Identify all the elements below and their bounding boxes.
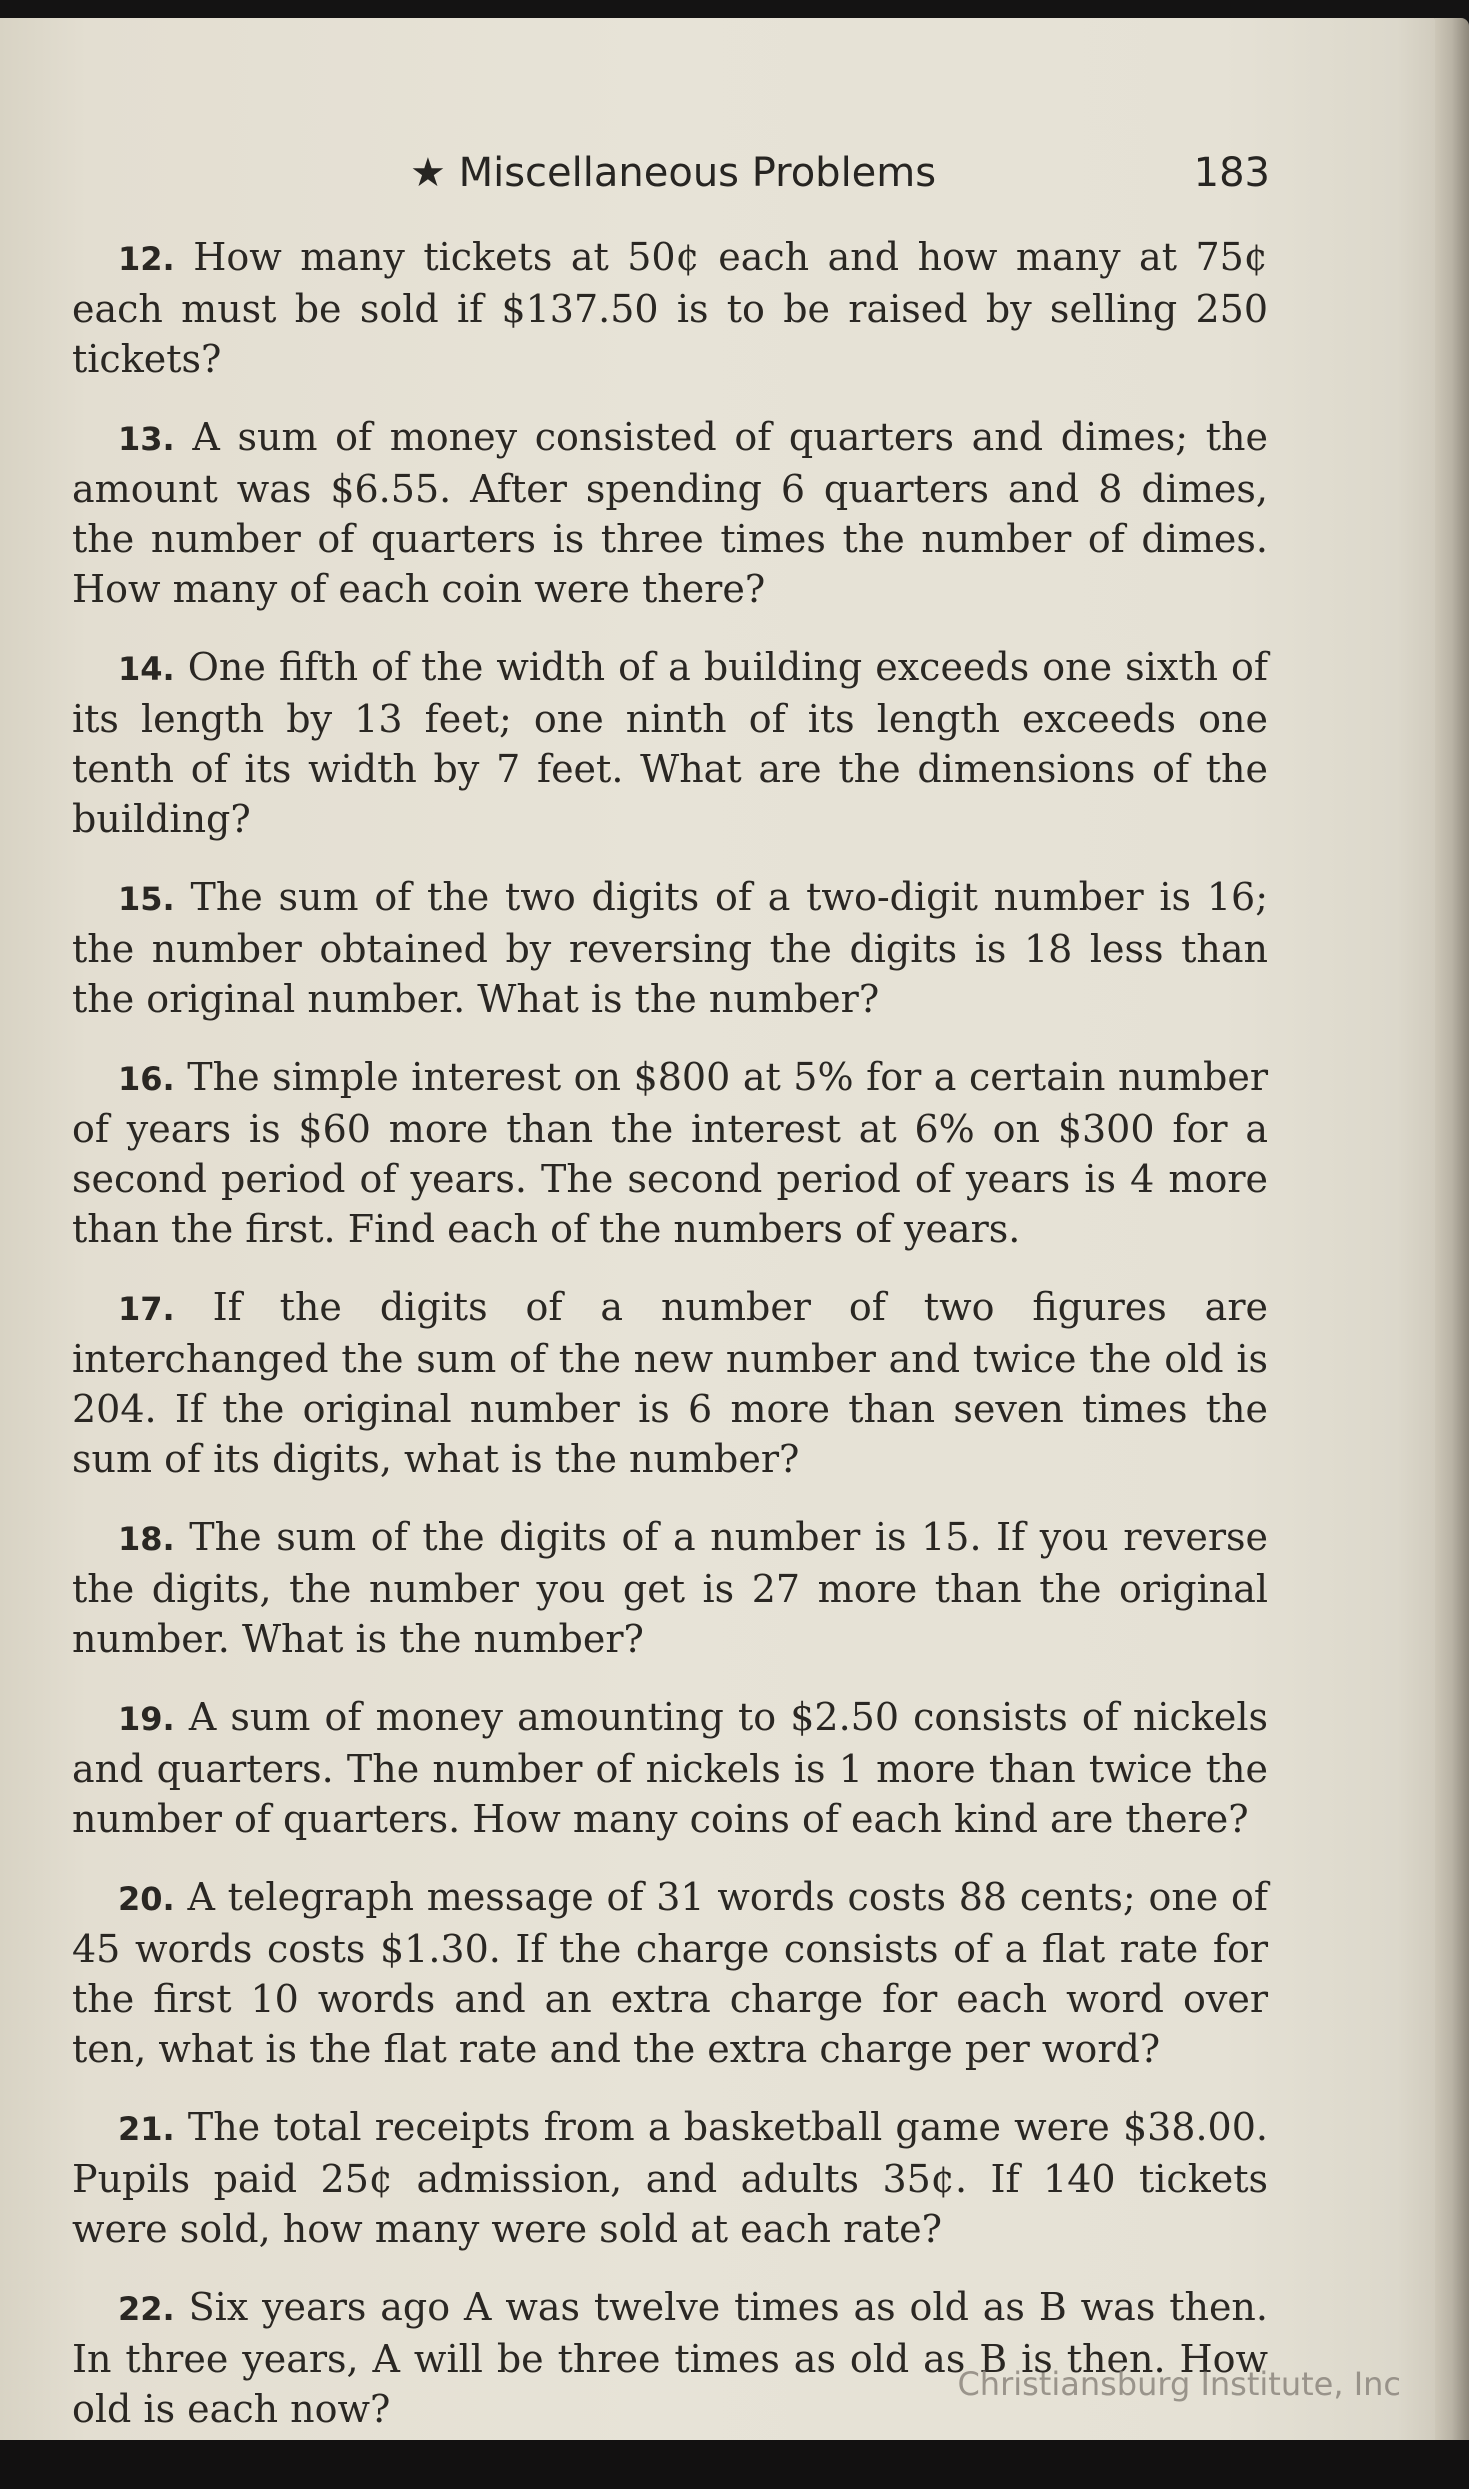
problem-16 — [72, 1052, 1268, 1254]
problem-number: 19. — [118, 1700, 175, 1738]
problem-20 — [72, 1872, 1268, 2074]
problem-21 — [72, 2102, 1268, 2254]
problem-text: The simple interest on $800 at 5% for a certain number of years is $60 more than the interest at 6% on $300 for a second period of years. The second period of years is 4 more than the first. Find each of the numbers of years. — [72, 1055, 1268, 1251]
page-number: 183 — [1193, 150, 1270, 196]
page-header — [70, 150, 1270, 210]
problem-number: 20. — [118, 1880, 175, 1918]
problem-text: If the digits of a number of two figures are interchanged the sum of the new number and twice the old is 204. If the original number is 6 more than seven times the sum of its digits, what is the number? — [72, 1285, 1268, 1481]
problem-15 — [72, 872, 1268, 1024]
problem-12 — [72, 232, 1268, 384]
problem-18 — [72, 1512, 1268, 1664]
running-head: ★ Miscellaneous Problems — [410, 150, 937, 196]
problem-number: 22. — [118, 2290, 175, 2328]
problem-number: 16. — [118, 1060, 175, 1098]
problem-number: 17. — [118, 1290, 175, 1328]
problem-text: A telegraph message of 31 words costs 88 cents; one of 45 words costs $1.30. If the charge consists of a flat rate for the first 10 words and an extra charge for each word over ten, what is the flat rate and the extra charge per word? — [72, 1875, 1268, 2071]
problem-text: Six years ago A was twelve times as old as B was then. In three years, A will be three times as old as B is then. How old is each now? — [72, 2285, 1268, 2431]
problem-number: 21. — [118, 2110, 175, 2148]
problem-text: A sum of money amounting to $2.50 consists of nickels and quarters. The number of nickels is 1 more than twice the number of quarters. How many coins of each kind are there? — [72, 1695, 1268, 1841]
problem-text: The sum of the digits of a number is 15. If you reverse the digits, the number you get is 27 more than the original number. What is the number? — [72, 1515, 1268, 1661]
problem-text: The total receipts from a basketball game were $38.00. Pupils paid 25¢ admission, and adults 35¢. If 140 tickets were sold, how many were sold at each rate? — [72, 2105, 1268, 2251]
problem-number: 18. — [118, 1520, 175, 1558]
problem-number: 14. — [118, 650, 175, 688]
problem-number: 13. — [118, 420, 175, 458]
problem-text: How many tickets at 50¢ each and how many at 75¢ each must be sold if $137.50 is to be raised by selling 250 tickets? — [72, 235, 1268, 381]
watermark: Christiansburg Institute, Inc — [957, 2365, 1401, 2403]
problem-number: 15. — [118, 880, 175, 918]
problem-13 — [72, 412, 1268, 614]
problem-22 — [72, 2282, 1268, 2434]
problem-14 — [72, 642, 1268, 844]
problem-text: A sum of money consisted of quarters and dimes; the amount was $6.55. After spending 6 quarters and 8 dimes, the number of quarters is three times the number of dimes. How many of each coin were there? — [72, 415, 1268, 611]
problem-17 — [72, 1282, 1268, 1484]
problem-19 — [72, 1692, 1268, 1844]
problem-text: One fifth of the width of a building exceeds one sixth of its length by 13 feet; one ninth of its length exceeds one tenth of its width by 7 feet. What are the dimensions of the building? — [72, 645, 1268, 841]
problem-list — [72, 232, 1268, 2462]
problem-number: 12. — [118, 240, 175, 278]
page-edge — [1435, 18, 1469, 2458]
problem-text: The sum of the two digits of a two-digit number is 16; the number obtained by reversing the digits is 18 less than the original number. What is the number? — [72, 875, 1268, 1021]
